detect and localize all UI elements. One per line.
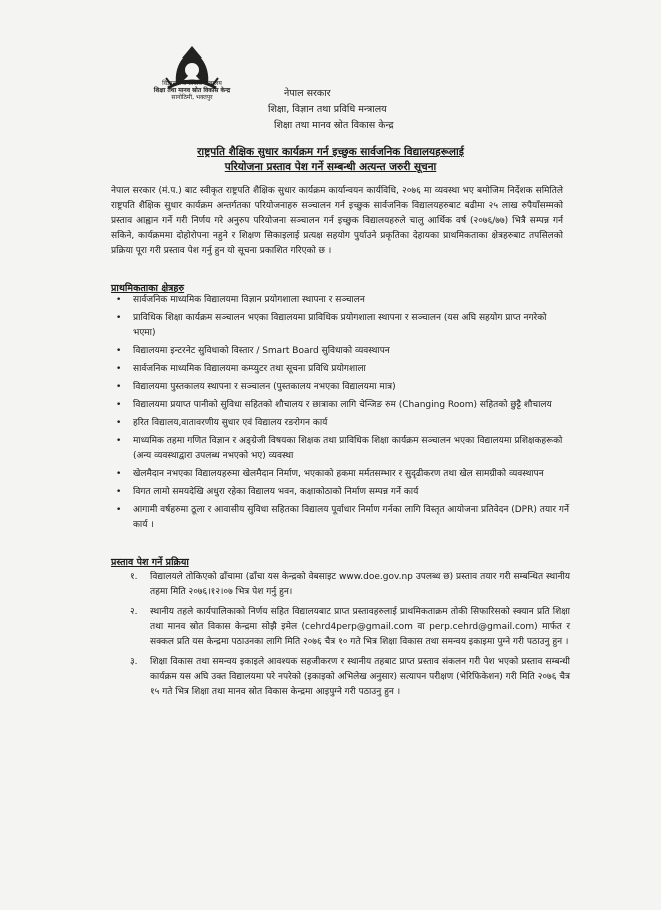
list-item xyxy=(111,362,571,377)
list-item-text: सार्वजनिक माध्यमिक विद्यालयमा कम्प्युटर तथा सूचना प्रविधि प्रयोगशाला xyxy=(133,364,366,374)
bullet-icon: • xyxy=(116,295,122,305)
list-item-text: खेलमैदान नभएका विद्यालयहरुमा खेलमैदान निर्माण, भएकाको हकमा मर्मतसम्भार र सुदृढीकरण तथा खेल सामग्रीको व्यवस्थापन xyxy=(133,469,544,479)
list-item-text: विद्यालयमा इन्टरनेट सुविधाको विस्तार / Smart Board सुविधाको व्यवस्थापन xyxy=(133,346,390,356)
list-item xyxy=(130,605,570,650)
list-item-text: आगामी वर्षहरुमा ठूला र आवासीय सुविधा सहितका विद्यालय पूर्वाधार निर्माण गर्नका लागि विस्तृत आयोजना प्रतिवेदन (DPR) तयार गर्ने कार्य । xyxy=(133,505,569,530)
step-number: २. xyxy=(130,607,138,617)
priority-list xyxy=(111,293,571,536)
notice-title-line1: राष्ट्रपति शैक्षिक सुधार कार्यक्रम गर्न इच्छुक सार्वजनिक विद्यालयहरूलाई xyxy=(197,146,464,158)
bullet-icon: • xyxy=(116,313,122,323)
list-item xyxy=(111,398,571,413)
bullet-icon: • xyxy=(116,487,122,497)
list-item-text: प्राविधिक शिक्षा कार्यक्रम सञ्चालन भएका विद्यालयमा प्राविधिक प्रयोगशाला स्थापना र सञ्चालन (यस अघि सहयोग प्राप्त नगरेको भएमा) xyxy=(133,313,547,338)
seal-line: सानोठिमी, भक्तपुर xyxy=(171,94,213,101)
list-item-text: सार्वजनिक माध्यमिक विद्यालयमा विज्ञान प्रयोगशाला स्थापना र सञ्चालन xyxy=(133,295,365,305)
list-item-text: विद्यालयमा प्रयाप्त पानीको सुविधा सहितको शौचालय र छात्राका लागि चेन्जिङ रुम (Changing Room) सहितको छुट्टै शौचालय xyxy=(133,400,552,410)
list-item xyxy=(130,655,570,700)
step-text: विद्यालयले तोकिएको ढाँचामा (ढाँचा यस केन्द्रको वेबसाइट www.doe.gov.np उपलब्ध छ) प्रस्ताव तयार गरी सम्बन्धित स्थानीय तहमा मिति २०७६।१२।०७ भित्र पेश गर्नु हुन। xyxy=(150,572,570,597)
bullet-icon: • xyxy=(116,400,122,410)
process-list xyxy=(130,570,570,705)
list-item xyxy=(111,416,571,431)
center-name: शिक्षा तथा मानव स्रोत विकास केन्द्र xyxy=(274,120,394,131)
bullet-icon: • xyxy=(116,364,122,374)
ministry-name: शिक्षा, विज्ञान तथा प्रविधि मन्त्रालय xyxy=(268,104,387,115)
bullet-icon: • xyxy=(116,382,122,392)
list-item-text: हरित विद्यालय,वातावरणीय सुधार एवं विद्यालय रङरोगन कार्य xyxy=(133,418,328,428)
list-item xyxy=(111,344,571,359)
seal-line: विज्ञान तथा प्रविधि मन्त्रालय xyxy=(162,80,222,87)
intro-paragraph: नेपाल सरकार (मं.प.) बाट स्वीकृत राष्ट्रपति शैक्षिक सुधार कार्यक्रम कार्यान्वयन कार्यविधि, २०७६ मा व्यवस्था भए बमोजिम निर्देशक समितिले राष्ट्रपति शैक्षिक सुधार कार्यक्रम अन्तर्गतका परियोजनाहरु सञ्चालन गर्न इच्छुक सार्वजनिक विद्यालयहरुबाट बढीमा २५ लाख रुपैयाँसम्मको प्रस्ताव आह्वान गर्ने गरी निर्णय गरे अनुरुप परियोजना सञ्चालन गर्न इच्छुक विद्यालयहरुले चालु आर्थिक वर्ष (२०७६/७७) भित्रै सम्पन्न गर्न सकिने, कार्यक्रममा दोहोरोपना नहुने र शिक्षण सिकाइलाई प्रत्यक्ष सहयोग पुर्याउने प्रकृतिका देहायका प्राथमिकताका क्षेत्रहरुबाट तपसिलको प्रक्रिया पूरा गरी प्रस्ताव पेश गर्नु हुन यो सूचना प्रकाशित गरिएको छ । xyxy=(111,186,563,256)
list-item xyxy=(111,293,571,308)
list-item xyxy=(111,503,571,533)
list-item xyxy=(130,570,570,600)
bullet-icon: • xyxy=(116,505,122,515)
gov-name: नेपाल सरकार xyxy=(284,88,331,99)
list-item xyxy=(111,380,571,395)
notice-title-line2: परियोजना प्रस्ताव पेश गर्ने सम्बन्धी अत्यन्त जरुरी सूचना xyxy=(224,161,437,173)
bullet-icon: • xyxy=(116,346,122,356)
list-item xyxy=(111,434,571,464)
bullet-icon: • xyxy=(116,469,122,479)
step-number: १. xyxy=(130,572,138,582)
list-item-text: विगत लामो समयदेखि अधुरा रहेका विद्यालय भवन, कक्षाकोठाको निर्माण सम्पन्न गर्ने कार्य xyxy=(133,487,419,497)
emblem-seal-text xyxy=(140,80,244,101)
step-text: शिक्षा विकास तथा समन्वय इकाइले आवश्यक सहजीकरण र स्थानीय तहबाट प्राप्त प्रस्ताव संकलन गरी पेश भएको प्रस्ताव सम्बन्धी कार्यक्रम यस अघि उक्त विद्यालयमा परे नपरेको (इकाइको अभिलेख अनुसार) सत्यापन परीक्षण (भेरिफिकेशन) गरी मिति २०७६ चैत्र १५ गते भित्र शिक्षा तथा मानव स्रोत विकास केन्द्रमा आइपुग्ने गरी पठाउनु हुन । xyxy=(150,657,570,697)
bullet-icon: • xyxy=(116,418,122,428)
list-item xyxy=(111,311,571,341)
list-item xyxy=(111,467,571,482)
priority-heading: प्राथमिकताका क्षेत्रहरु xyxy=(111,283,185,294)
bullet-icon: • xyxy=(116,436,122,446)
process-heading: प्रस्ताव पेश गर्ने प्रक्रिया xyxy=(111,557,189,568)
list-item-text: विद्यालयमा पुस्तकालय स्थापना र सञ्चालन (पुस्तकालय नभएका विद्यालयमा मात्र) xyxy=(133,382,396,392)
list-item xyxy=(111,485,571,500)
government-header xyxy=(268,86,498,134)
seal-line: शिक्षा तथा मानव स्रोत विकास केन्द्र xyxy=(153,87,231,94)
step-text: स्थानीय तहले कार्यपालिकाको निर्णय सहित विद्यालयबाट प्राप्त प्रस्तावहरुलाई प्राथमिकताक्रम तोकी सिफारिसको स्क्यान प्रति शिक्षा तथा मानव स्रोत विकास केन्द्रमा सोझै इमेल (cehrd4perp@gmail.com वा perp.cehrd@gmail.com) मार्फत र सक्कल प्रति यस केन्द्रमा पठाउनका लागि मिति २०७६ चैत्र १० गते भित्र शिक्षा विकास तथा समन्वय इकाइमा पुग्ने गरी पठाउनु हुन । xyxy=(150,607,570,647)
step-number: ३. xyxy=(130,657,138,667)
list-item-text: माध्यमिक तहमा गणित विज्ञान र अङ्ग्रेजी विषयका शिक्षक तथा प्राविधिक शिक्षा कार्यक्रम सञ्चालन भएका विद्यालयमा प्रशिक्षकहरूको (अन्य व्यवस्थाद्वारा उपलब्ध नभएको भए) व्यवस्था xyxy=(133,436,563,461)
